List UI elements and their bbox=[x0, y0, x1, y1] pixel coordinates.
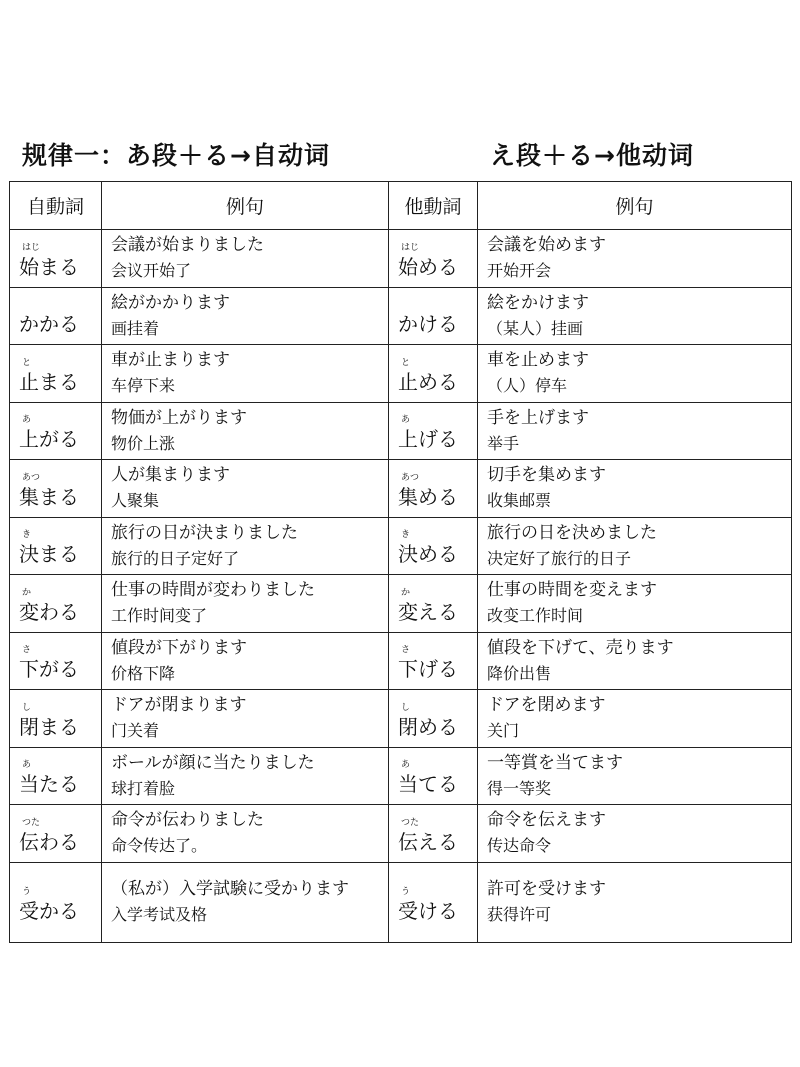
table-row bbox=[10, 690, 792, 748]
example-japanese: 仕事の時間を変えます bbox=[487, 580, 657, 601]
example-chinese: 球打着脸 bbox=[111, 778, 176, 798]
furigana: と bbox=[22, 357, 32, 368]
example-japanese: 会議を始めます bbox=[487, 235, 606, 256]
furigana: さ bbox=[22, 645, 32, 656]
header-transitive: 他動詞 bbox=[389, 182, 478, 230]
transitive-verb: 当てる bbox=[398, 772, 458, 797]
intransitive-verb-cell bbox=[10, 460, 102, 518]
example-chinese: 决定好了旅行的日子 bbox=[487, 548, 632, 568]
furigana bbox=[19, 300, 101, 311]
transitive-verb-cell bbox=[389, 575, 478, 633]
intransitive-verb: 集まる bbox=[19, 484, 79, 509]
transitive-verb: 決める bbox=[398, 542, 458, 567]
example-chinese: （某人）挂画 bbox=[487, 318, 584, 338]
intransitive-example-cell bbox=[102, 575, 389, 633]
intransitive-verb: 閉まる bbox=[19, 714, 79, 739]
transitive-verb: 閉める bbox=[398, 714, 458, 739]
intransitive-verb: 当たる bbox=[19, 772, 79, 797]
furigana: か bbox=[22, 587, 32, 598]
transitive-verb: 上げる bbox=[398, 427, 458, 452]
table-row bbox=[10, 402, 792, 460]
intransitive-verb: 上がる bbox=[19, 427, 79, 452]
intransitive-example-cell bbox=[102, 747, 389, 805]
example-japanese: ボールが顔に当たりました bbox=[111, 752, 315, 773]
transitive-verb-cell bbox=[389, 805, 478, 863]
rule-heading-left: 规律一：あ段＋る→自动词 bbox=[22, 141, 330, 170]
example-japanese: 命令を伝えます bbox=[487, 810, 606, 831]
verb-pair-table bbox=[9, 181, 792, 943]
transitive-verb-cell bbox=[389, 230, 478, 288]
transitive-verb: 下げる bbox=[398, 657, 458, 682]
header-intransitive: 自動詞 bbox=[10, 182, 102, 230]
example-chinese: 车停下来 bbox=[111, 376, 176, 396]
intransitive-example-cell bbox=[102, 805, 389, 863]
example-japanese: 会議が始まりました bbox=[111, 235, 264, 256]
transitive-verb-cell bbox=[389, 690, 478, 748]
example-chinese: 价格下降 bbox=[111, 663, 176, 683]
transitive-verb: 止める bbox=[398, 369, 458, 394]
example-chinese: 画挂着 bbox=[111, 318, 160, 338]
table-row bbox=[10, 460, 792, 518]
example-chinese: 工作时间变了 bbox=[111, 606, 208, 626]
intransitive-example-cell bbox=[102, 345, 389, 403]
intransitive-verb: 始まる bbox=[19, 254, 79, 279]
furigana: あ bbox=[401, 760, 411, 771]
example-japanese: 人が集まります bbox=[111, 465, 230, 486]
transitive-verb: かける bbox=[398, 312, 458, 337]
intransitive-example-cell bbox=[102, 460, 389, 518]
intransitive-example-cell bbox=[102, 517, 389, 575]
intransitive-verb-cell bbox=[10, 632, 102, 690]
table-row bbox=[10, 230, 792, 288]
example-japanese: ドアが閉まります bbox=[111, 695, 247, 716]
intransitive-verb-cell bbox=[10, 862, 102, 942]
example-japanese: 絵がかかります bbox=[111, 292, 230, 313]
intransitive-example-cell bbox=[102, 632, 389, 690]
intransitive-verb: 下がる bbox=[19, 657, 79, 682]
example-japanese: 切手を集めます bbox=[487, 465, 606, 486]
transitive-example-cell bbox=[478, 632, 792, 690]
intransitive-example-cell bbox=[102, 402, 389, 460]
transitive-example-cell bbox=[478, 805, 792, 863]
intransitive-example-cell bbox=[102, 287, 389, 345]
example-chinese: 传达命令 bbox=[487, 836, 552, 856]
header-example-right: 例句 bbox=[478, 182, 792, 230]
table-row bbox=[10, 345, 792, 403]
intransitive-verb-cell bbox=[10, 805, 102, 863]
example-chinese: 物价上涨 bbox=[111, 433, 176, 453]
example-chinese: （人）停车 bbox=[487, 376, 568, 396]
example-chinese: 获得许可 bbox=[487, 905, 552, 924]
transitive-example-cell bbox=[478, 575, 792, 633]
example-japanese: 値段が下がります bbox=[111, 637, 247, 658]
furigana: う bbox=[401, 886, 411, 897]
transitive-example-cell bbox=[478, 287, 792, 345]
example-japanese: 旅行の日が決まりました bbox=[111, 522, 298, 543]
example-chinese: 举手 bbox=[487, 433, 520, 453]
transitive-verb: 伝える bbox=[398, 829, 458, 854]
example-chinese: 人聚集 bbox=[111, 491, 160, 511]
example-chinese: 命令传达了。 bbox=[111, 836, 208, 856]
transitive-example-cell bbox=[478, 862, 792, 942]
intransitive-verb: 受かる bbox=[19, 898, 79, 923]
transitive-example-cell bbox=[478, 517, 792, 575]
transitive-verb-cell bbox=[389, 517, 478, 575]
intransitive-verb-cell bbox=[10, 230, 102, 288]
rule-heading-right: え段＋る→他动词 bbox=[490, 141, 694, 170]
transitive-example-cell bbox=[478, 460, 792, 518]
example-japanese: 絵をかけます bbox=[487, 292, 589, 313]
furigana: つた bbox=[22, 817, 41, 828]
transitive-verb-cell bbox=[389, 862, 478, 942]
example-japanese: 許可を受けます bbox=[487, 879, 606, 899]
example-chinese: 降价出售 bbox=[487, 663, 552, 683]
transitive-verb: 集める bbox=[398, 484, 458, 509]
furigana: と bbox=[401, 357, 411, 368]
transitive-verb-cell bbox=[389, 402, 478, 460]
furigana: き bbox=[401, 530, 411, 541]
intransitive-verb: かかる bbox=[19, 312, 79, 337]
transitive-verb: 始める bbox=[398, 254, 458, 279]
table-row bbox=[10, 747, 792, 805]
intransitive-verb-cell bbox=[10, 747, 102, 805]
furigana: し bbox=[401, 702, 411, 713]
example-japanese: 旅行の日を決めました bbox=[487, 522, 657, 543]
table-row bbox=[10, 517, 792, 575]
example-chinese: 会议开始了 bbox=[111, 261, 192, 281]
furigana: あつ bbox=[401, 472, 420, 483]
example-japanese: 物価が上がります bbox=[111, 407, 247, 428]
transitive-verb: 変える bbox=[398, 599, 458, 624]
furigana: はじ bbox=[401, 242, 420, 253]
furigana: あつ bbox=[22, 472, 41, 483]
intransitive-verb: 決まる bbox=[19, 542, 79, 567]
furigana: はじ bbox=[22, 242, 41, 253]
furigana: つた bbox=[401, 817, 420, 828]
furigana: さ bbox=[401, 645, 411, 656]
transitive-verb-cell bbox=[389, 345, 478, 403]
table-row bbox=[10, 632, 792, 690]
example-chinese: 关门 bbox=[487, 721, 520, 741]
example-chinese: 门关着 bbox=[111, 721, 160, 741]
example-chinese: 旅行的日子定好了 bbox=[111, 548, 240, 568]
transitive-example-cell bbox=[478, 402, 792, 460]
table-row bbox=[10, 287, 792, 345]
intransitive-verb: 伝わる bbox=[19, 829, 79, 854]
table-row bbox=[10, 805, 792, 863]
table-header-row bbox=[10, 182, 792, 230]
table-row bbox=[10, 575, 792, 633]
intransitive-example-cell bbox=[102, 230, 389, 288]
example-chinese: 收集邮票 bbox=[487, 491, 552, 511]
furigana: あ bbox=[401, 415, 411, 426]
example-japanese: 値段を下げて、売ります bbox=[487, 637, 674, 658]
example-japanese: 車を止めます bbox=[487, 350, 589, 371]
transitive-verb-cell bbox=[389, 460, 478, 518]
intransitive-verb: 止まる bbox=[19, 369, 79, 394]
furigana: う bbox=[22, 886, 32, 897]
example-chinese: 入学考试及格 bbox=[111, 905, 208, 924]
transitive-example-cell bbox=[478, 747, 792, 805]
intransitive-verb-cell bbox=[10, 287, 102, 345]
transitive-verb-cell bbox=[389, 747, 478, 805]
table-row bbox=[10, 862, 792, 942]
furigana: あ bbox=[22, 415, 32, 426]
transitive-verb-cell bbox=[389, 632, 478, 690]
example-chinese: 开始开会 bbox=[487, 261, 552, 281]
example-japanese: 命令が伝わりました bbox=[111, 810, 264, 831]
transitive-example-cell bbox=[478, 230, 792, 288]
example-chinese: 得一等奖 bbox=[487, 778, 552, 798]
header-example-left: 例句 bbox=[102, 182, 389, 230]
example-japanese: 手を上げます bbox=[487, 407, 589, 428]
example-japanese: ドアを閉めます bbox=[487, 695, 606, 716]
transitive-verb: 受ける bbox=[398, 898, 458, 923]
intransitive-example-cell bbox=[102, 690, 389, 748]
transitive-example-cell bbox=[478, 690, 792, 748]
example-chinese: 改变工作时间 bbox=[487, 606, 584, 626]
example-japanese: 車が止まります bbox=[111, 350, 230, 371]
intransitive-verb-cell bbox=[10, 402, 102, 460]
example-japanese: （私が）入学試験に受かります bbox=[111, 879, 349, 899]
furigana: き bbox=[22, 530, 32, 541]
transitive-example-cell bbox=[478, 345, 792, 403]
intransitive-verb-cell bbox=[10, 345, 102, 403]
example-japanese: 一等賞を当てます bbox=[487, 752, 623, 773]
furigana: あ bbox=[22, 760, 32, 771]
intransitive-verb-cell bbox=[10, 517, 102, 575]
intransitive-verb-cell bbox=[10, 575, 102, 633]
furigana: か bbox=[401, 587, 411, 598]
example-japanese: 仕事の時間が変わりました bbox=[111, 580, 315, 601]
furigana: し bbox=[22, 702, 32, 713]
intransitive-example-cell bbox=[102, 862, 389, 942]
intransitive-verb-cell bbox=[10, 690, 102, 748]
furigana bbox=[398, 300, 477, 311]
transitive-verb-cell bbox=[389, 287, 478, 345]
intransitive-verb: 変わる bbox=[19, 599, 79, 624]
